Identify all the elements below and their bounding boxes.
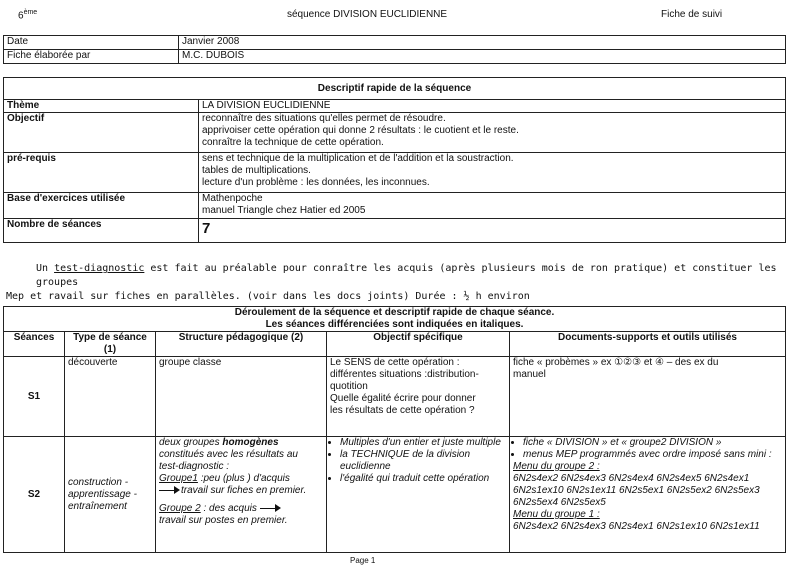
base-label: Base d'exercices utilisée: [4, 193, 199, 219]
info-row-date: [4, 36, 786, 50]
col-type: Type de séance (1): [65, 332, 156, 357]
objectif-list: [330, 437, 506, 485]
header-right: Fiche de suivi: [661, 9, 723, 20]
seances-value: 7: [199, 219, 786, 243]
list-item: • l'égalité qui traduit cette opération: [340, 473, 506, 485]
seance-type: [65, 437, 156, 553]
base-value: [199, 193, 786, 219]
structure-text: deux groupes: [159, 437, 223, 448]
theme-value: LA DIVISION EUCLIDIENNE: [199, 100, 786, 113]
col-structure: Structure pédagogique (2): [156, 332, 327, 357]
arrow-right-icon: [159, 486, 181, 494]
seance-objectif: [327, 437, 510, 553]
intro-line-1: [6, 262, 784, 290]
base-line: manuel Triangle chez Hatier ed 2005: [202, 205, 366, 216]
test-diagnostic-link[interactable]: test-diagnostic: [54, 263, 145, 274]
docs-line: manuel: [513, 369, 546, 380]
seances-row: [4, 219, 786, 243]
intro-text: Un: [36, 263, 55, 274]
menu-line: 6N2s5ex4 6N2s5ex5: [513, 497, 606, 508]
groupe1-line: [159, 473, 323, 485]
descriptif-heading: Descriptif rapide de la séquence: [4, 78, 786, 100]
prerequis-label: pré-requis: [4, 153, 199, 193]
objectif-line: conraître la technique de cette opération.: [202, 137, 384, 148]
menu-line: 6N2s4ex2 6N2s4ex3 6N2s4ex4 6N2s4ex5 6N2s4ex1: [513, 473, 750, 484]
type-line: construction -: [68, 476, 129, 488]
groupe2-label: Groupe 2: [159, 503, 201, 514]
level-number: 6: [18, 10, 24, 22]
groupe1-label: Groupe1: [159, 473, 198, 484]
arrow-right-icon: [260, 504, 282, 512]
author-label: Fiche élaborée par: [4, 50, 179, 64]
base-row: [4, 193, 786, 219]
table-row-s1: [4, 357, 786, 437]
seance-structure: groupe classe: [156, 357, 327, 437]
author-value: M.C. DUBOIS: [179, 50, 786, 64]
type-line: apprentissage -: [68, 488, 137, 500]
prerequis-value: [199, 153, 786, 193]
type-line: entraînement: [68, 500, 127, 512]
level-suffix: ème: [23, 9, 38, 16]
prerequis-line: tables de multiplications.: [202, 165, 311, 176]
objectif-line: apprivoiser cette opération qui donne 2 résultats : le cuotient et le reste.: [202, 125, 519, 136]
list-item: • fiche « DIVISION » et « groupe2 DIVISION »: [523, 437, 782, 449]
seance-objectif: [327, 357, 510, 437]
objectif-line: Quelle égalité écrire pour donner: [330, 393, 476, 404]
table-row-s2: [4, 437, 786, 553]
date-label: Date: [4, 36, 179, 50]
structure-line: [159, 437, 323, 449]
docs-line: fiche « probèmes » ex ①②③ et ④ – des ex du: [513, 357, 719, 368]
menu-line: 6N2s1ex10 6N2s1ex11 6N2s5ex1 6N2s5ex2 6N2s5ex3: [513, 485, 760, 496]
column-header-row: [4, 332, 786, 357]
objectif-label: Objectif: [4, 113, 199, 153]
prerequis-row: [4, 153, 786, 193]
objectif-line: différentes situations :distribution-: [330, 369, 479, 380]
list-item: • menus MEP programmés avec ordre imposé sans mini :: [523, 449, 782, 461]
structure-line: constitués avec les résultats au: [159, 449, 298, 460]
list-item: • la TECHNIQUE de la division euclidienne: [340, 449, 506, 473]
document-title: séquence DIVISION EUCLIDIENNE: [287, 9, 448, 20]
groupe1-work: [159, 485, 323, 497]
info-row-author: [4, 50, 786, 64]
groupe2-work: travail sur postes en premier.: [159, 515, 288, 526]
prerequis-line: sens et technique de la multiplication et de l'addition et la soustraction.: [202, 153, 514, 164]
seance-name: S1: [4, 357, 65, 437]
intro-text: est fait au préalable pour conraître les acquis (après plusieurs mois de ron pratique) et constituer les groupes: [36, 263, 777, 288]
header-level: [18, 9, 37, 21]
date-value: Janvier 2008: [179, 36, 786, 50]
seance-name: S2: [4, 437, 65, 553]
seance-documents: [510, 357, 786, 437]
groupe1-text: :peu (plus ) d'acquis: [197, 473, 290, 484]
base-line: Mathenpoche: [202, 193, 263, 204]
menu-line: 6N2s4ex2 6N2s4ex3 6N2s4ex1 6N2s1ex10 6N2s1ex11: [513, 521, 760, 532]
deroulement-table: [3, 306, 786, 553]
seances-label: Nombre de séances: [4, 219, 199, 243]
docs-list: [513, 437, 782, 461]
objectif-value: [199, 113, 786, 153]
groupe2-line: [159, 503, 323, 515]
col-objectif: Objectif spécifique: [327, 332, 510, 357]
menu-groupe1-label: Menu du groupe 1 :: [513, 509, 600, 520]
col-seances: Séances: [4, 332, 65, 357]
objectif-line: quotition: [330, 381, 368, 392]
homogenes-text: homogènes: [222, 437, 279, 448]
descriptif-table: [3, 77, 786, 243]
seance-structure: [156, 437, 327, 553]
structure-line: test-diagnostic :: [159, 461, 230, 472]
groupe1-work-text: travail sur fiches en premier.: [181, 485, 307, 496]
menu-groupe2-label: Menu du groupe 2 :: [513, 461, 600, 472]
theme-label: Thème: [4, 100, 199, 113]
list-item: • Multiples d'un entier et juste multiple: [340, 437, 506, 449]
col-documents: Documents-supports et outils utilisés: [510, 332, 786, 357]
seance-type: découverte: [65, 357, 156, 437]
objectif-row: [4, 113, 786, 153]
theme-row: [4, 100, 786, 113]
deroulement-heading-row: [4, 307, 786, 332]
groupe2-text: : des acquis: [200, 503, 257, 514]
intro-line-2: Mep et ravail sur fiches en parallèles. (voir dans les docs joints) Durée : ½ h environ: [6, 291, 530, 302]
deroulement-heading-2: Les séances différenciées sont indiquées en italiques.: [265, 319, 524, 330]
objectif-line: les résultats de cette opération ?: [330, 405, 475, 416]
descriptif-heading-row: [4, 78, 786, 100]
objectif-line: reconnaître des situations qu'elles permet de résoudre.: [202, 113, 446, 124]
intro-paragraph: [6, 262, 784, 304]
info-table: [3, 35, 786, 64]
deroulement-heading-1: Déroulement de la séquence et descriptif rapide de chaque séance.: [234, 307, 555, 318]
objectif-line: Le SENS de cette opération :: [330, 357, 460, 368]
prerequis-line: lecture d'un problème : les données, les inconnues.: [202, 177, 430, 188]
deroulement-heading: [4, 307, 786, 332]
seance-documents: [510, 437, 786, 553]
page-number: Page 1: [350, 556, 376, 565]
